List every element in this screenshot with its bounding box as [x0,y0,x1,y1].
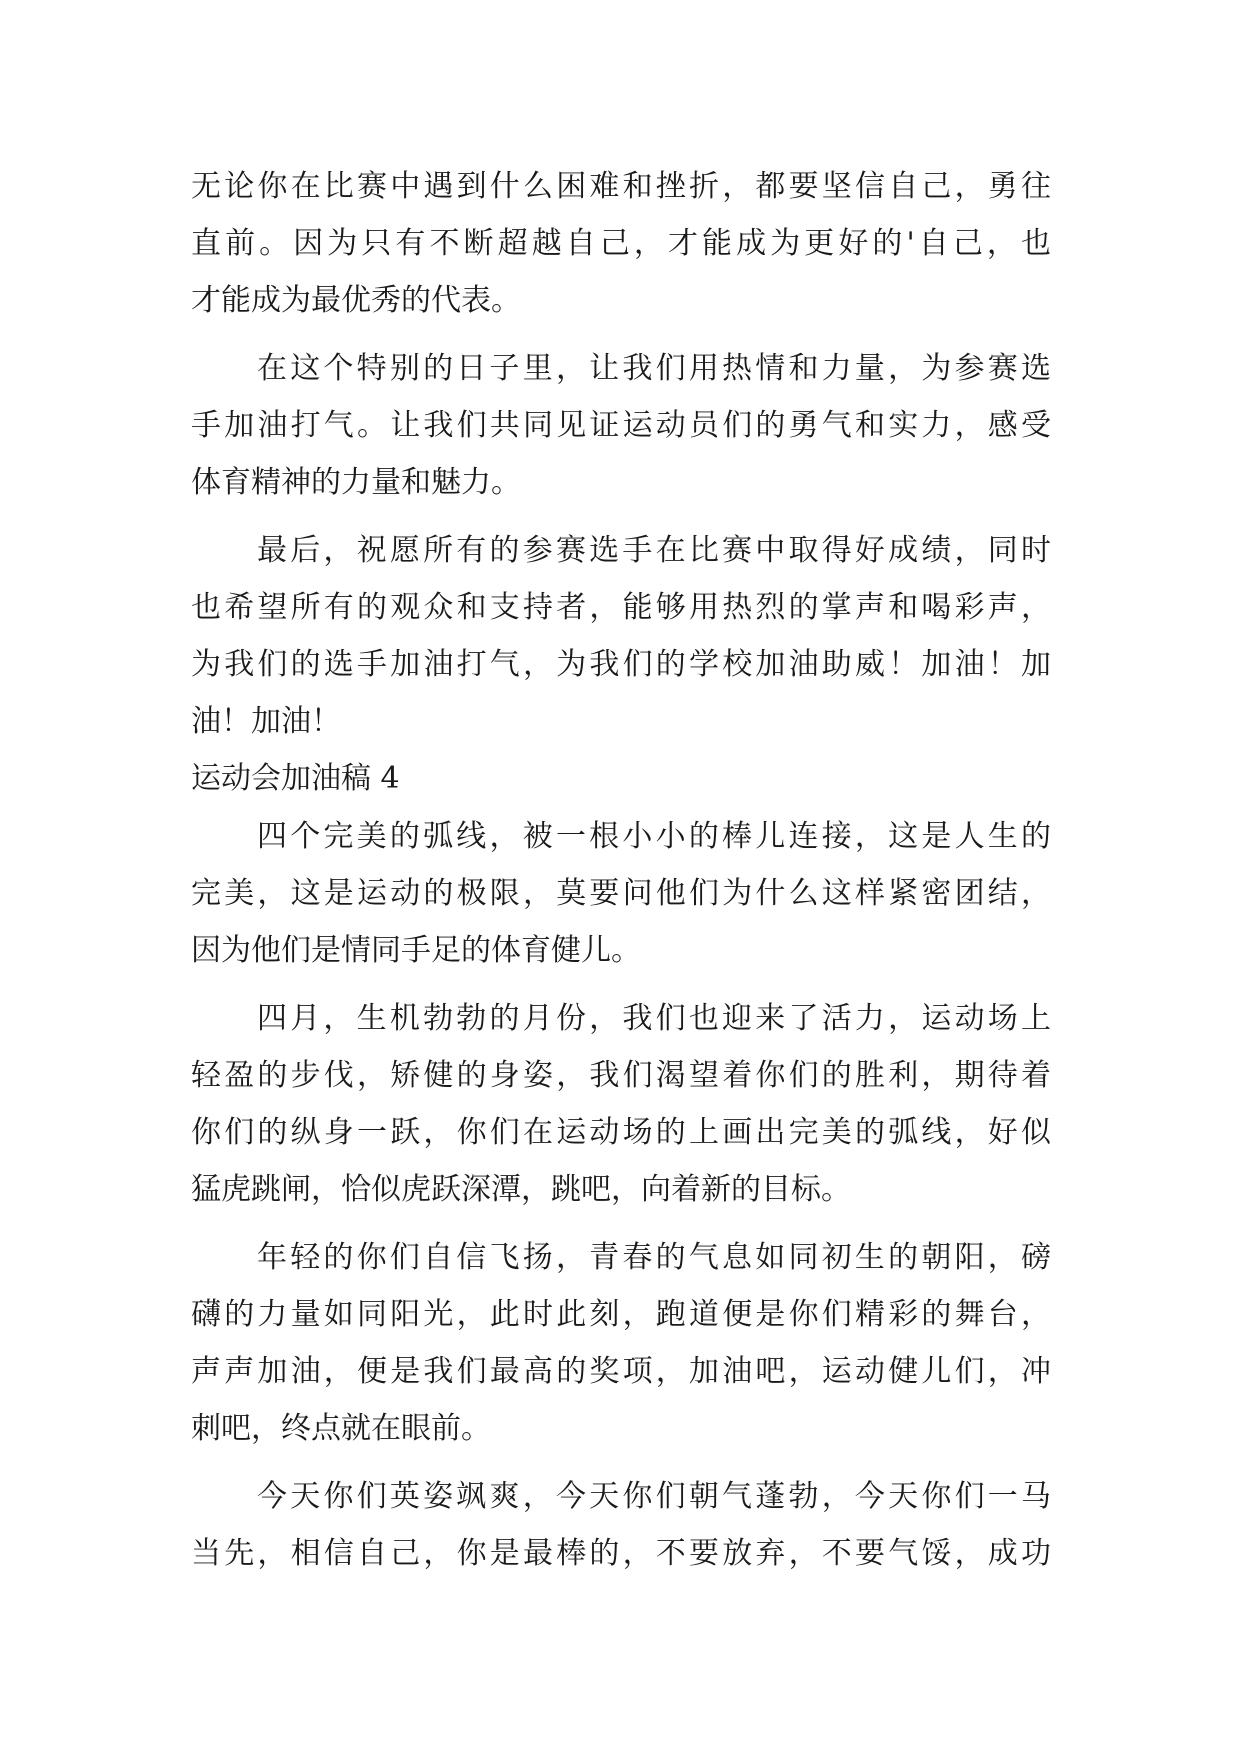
text-line: 轻盈的步伐，矫健的身姿，我们渴望着你们的胜利，期待着 [191,1058,1051,1093]
paragraph-first-line: 年轻的你们自信飞扬，青春的气息如同初生的朝阳，磅 [257,1240,1051,1275]
text-line: 才能成为最优秀的代表。 [191,283,521,318]
paragraph-first-line: 在这个特别的日子里，让我们用热情和力量，为参赛选 [257,351,1051,386]
section-heading: 运动会加油稿 4 [191,761,400,796]
text-line: 也希望所有的观众和支持者，能够用热烈的掌声和喝彩声， [191,590,1051,625]
text-line: 声声加油，便是我们最高的奖项，加油吧，运动健儿们，冲 [191,1354,1051,1389]
text-line: 无论你在比赛中遇到什么困难和挫折，都要坚信自己，勇往 [191,169,1051,204]
text-line: 猛虎跳闸，恰似虎跃深潭，跳吧，向着新的目标。 [191,1172,851,1207]
text-line: 直前。因为只有不断超越自己，才能成为更好的'自己，也 [191,226,1051,261]
paragraph-first-line: 四月，生机勃勃的月份，我们也迎来了活力，运动场上 [257,1001,1051,1036]
text-line: 完美，这是运动的极限，莫要问他们为什么这样紧密团结， [191,876,1051,911]
text-line: 为我们的选手加油打气，为我们的学校加油助威！加油！加 [191,647,1051,682]
text-line: 体育精神的力量和魅力。 [191,465,521,500]
text-line: 礴的力量如同阳光，此时此刻，跑道便是你们精彩的舞台， [191,1297,1051,1332]
text-line: 你们的纵身一跃，你们在运动场的上画出完美的弧线，好似 [191,1115,1051,1150]
text-line: 手加油打气。让我们共同见证运动员们的勇气和实力，感受 [191,408,1051,443]
paragraph-first-line: 最后，祝愿所有的参赛选手在比赛中取得好成绩，同时 [257,533,1051,568]
text-line: 油！加油！ [191,704,341,739]
paragraph-first-line: 今天你们英姿飒爽，今天你们朝气蓬勃，今天你们一马 [257,1479,1051,1514]
text-line: 因为他们是情同手足的体育健儿。 [191,933,641,968]
text-line: 刺吧，终点就在眼前。 [191,1411,491,1446]
paragraph-first-line: 四个完美的弧线，被一根小小的棒儿连接，这是人生的 [257,819,1051,854]
text-line: 当先，相信自己，你是最棒的，不要放弃，不要气馁，成功 [191,1536,1051,1571]
